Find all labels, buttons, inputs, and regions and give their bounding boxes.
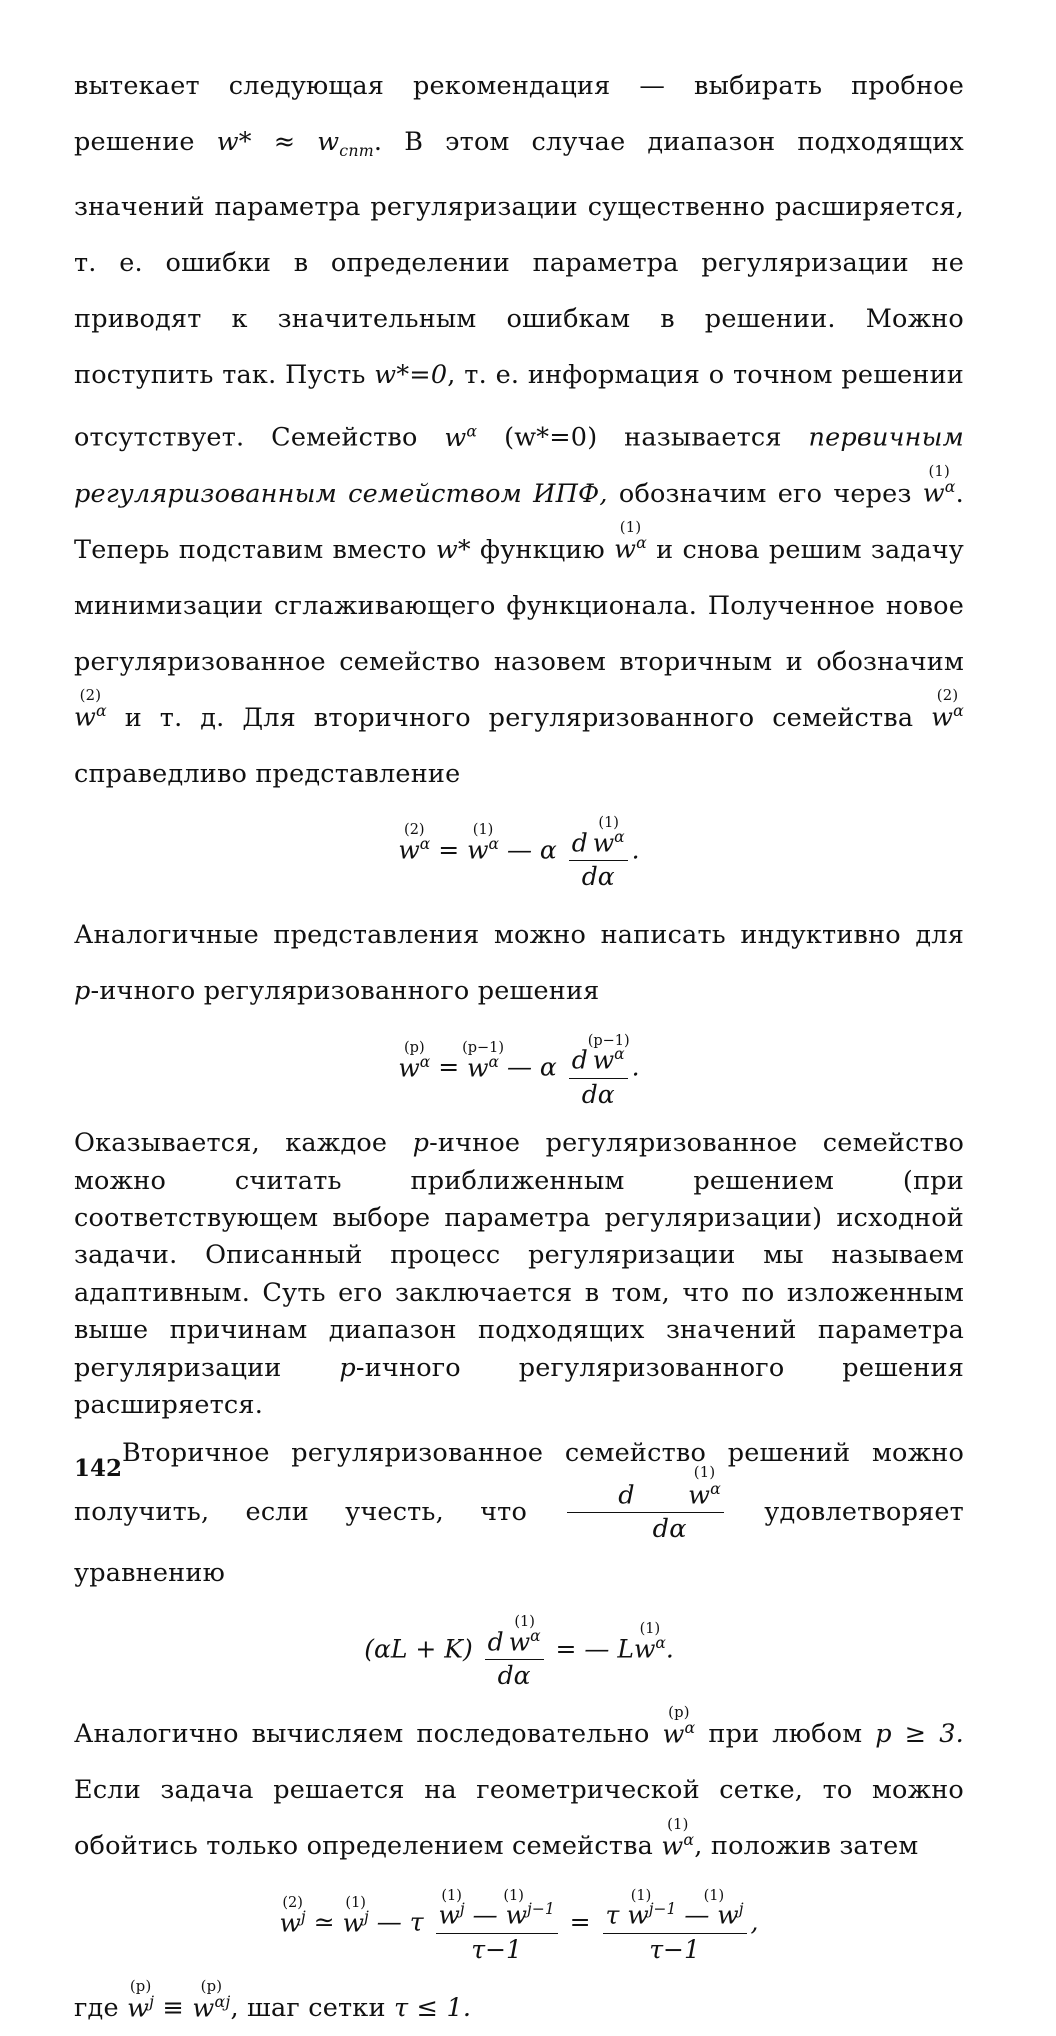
math-wp-alpha: (p) $w^\alpha$	[662, 1703, 696, 1750]
text: , т. е. информация о точном решении отсутствует. Семейство	[74, 360, 964, 453]
period: .	[631, 1052, 640, 1082]
text: Вторичное регуляризованное семейство решений можно получить, если учесть, что	[74, 1437, 964, 1527]
text: вытекает следующая рекомендация — выбирать пробное решение	[74, 71, 964, 157]
math-w2-j: (2) $w^j$	[279, 1894, 306, 1937]
formula-secondary-family	[74, 812, 964, 892]
math-p: p	[339, 1352, 356, 1383]
text: где	[74, 1993, 119, 2024]
math-p: p	[412, 1128, 430, 1159]
math-wp-alpha: (p) $w^\alpha$	[398, 1039, 431, 1082]
equals-minus-L: = — L	[555, 1634, 634, 1664]
minus-alpha: — α	[506, 1052, 557, 1082]
math-wp-alpha-j: (p) $w^{\alpha j}$	[192, 1977, 231, 2024]
text: и т. д. Для вторичного регуляризованного семейства	[124, 702, 914, 733]
paragraph-5	[74, 1703, 964, 1874]
math-w1-j: (1) $w^j$	[342, 1894, 369, 1937]
math-w1-alpha: (1) $w^\alpha$	[922, 463, 956, 509]
period: .	[665, 1634, 674, 1664]
equals-sign: =	[569, 1907, 591, 1937]
math-p: p	[74, 976, 91, 1007]
math-wp-j: (p) $w^j$	[127, 1977, 155, 2024]
paragraph-3	[74, 1125, 964, 1424]
math-w2-alpha: (2) $w^\alpha$	[931, 687, 964, 733]
math-w1-alpha: (1) $w^\alpha$	[661, 1815, 695, 1862]
text: (w*=0) называется	[504, 422, 782, 453]
text: -ичное регуляризованное семейство можно считать приближенным решением (при соответствующем выборе параметра регуляризации) исходной задачи. Описанный процесс регуляризации мы называем адаптивным. Суть его заключается в том, что по изложенным выше причинам диапазон подходящих значений параметра регуляризации	[74, 1128, 964, 1383]
equals-sign: =	[438, 1052, 460, 1082]
text: Аналогично вычисляем последовательно	[74, 1719, 650, 1750]
text: -ичного регуляризованного решения	[90, 976, 600, 1007]
paragraph-4	[74, 1425, 964, 1601]
text: Оказывается, каждое	[74, 1128, 388, 1159]
page-number: 142	[74, 1455, 123, 1482]
math-w2-alpha: (2) $w^\alpha$	[398, 821, 431, 865]
math-w-star: w*	[435, 534, 471, 565]
text: . В этом случае диапазон подходящих значений параметра регуляризации существенно расширяется, т. е. ошибки в определении параметра регуляризации не приводят к значительным ошибкам в решении. Можно поступить так. Пусть	[74, 127, 964, 391]
text: справедливо представление	[74, 758, 461, 789]
formula-p-family	[74, 1029, 964, 1109]
derivative-fraction: d (1) $w^\alpha$ dα	[569, 812, 628, 892]
paragraph-1	[74, 58, 964, 802]
text: Если задача решается на геометрической сетке, то можно обойтись только определением семейства	[74, 1775, 964, 1862]
math-w-zero: w*=0	[374, 360, 448, 391]
minus-tau: — τ	[376, 1907, 424, 1937]
math-w1-alpha: (1) $w^\alpha$	[467, 821, 499, 865]
text: удовлетворяет уравнению	[74, 1496, 964, 1588]
math-wpm1-alpha: (p−1) $w^\alpha$	[462, 1039, 505, 1082]
math-p-geq-3: p ≥ 3.	[875, 1719, 964, 1750]
math-w1-alpha: (1) $w^\alpha$	[614, 519, 647, 565]
text: , положив затем	[694, 1831, 919, 1862]
paragraph-2	[74, 907, 964, 1019]
math-w-alpha: $w^\alpha$	[444, 421, 478, 453]
operator-lhs: (αL + K)	[364, 1634, 473, 1664]
equals-sign: =	[438, 835, 460, 865]
text: . Теперь подставим вместо	[74, 478, 964, 565]
math-tau-leq-1: τ ≤ 1.	[393, 1993, 472, 2024]
minus-alpha: — α	[506, 835, 557, 865]
math-trial-solution: $w* \approx w_{спт}$	[216, 127, 374, 161]
text: при любом	[708, 1719, 863, 1750]
formula-grid-approximation	[74, 1884, 964, 1964]
derivative-fraction: d (p−1) $w^\alpha$ dα	[569, 1029, 628, 1109]
text: и снова решим задачу минимизации сглаживающего функционала. Полученное новое регуляризованное семейство назовем вторичным и обозначим	[74, 534, 965, 677]
text: -ичного регуляризованного решения расширяется.	[74, 1352, 964, 1421]
comma: ,	[750, 1907, 759, 1937]
period: .	[631, 835, 640, 865]
derivative-fraction: d (1) $w^\alpha$ dα	[567, 1481, 724, 1545]
difference-fraction: (1) $w^j$ (1) — $w^{j-1}$ τ−1	[436, 1884, 558, 1964]
derivative-fraction: d (1) $w^\alpha$ dα	[485, 1611, 544, 1691]
math-w1-alpha: (1) $w^\alpha$	[633, 1620, 666, 1664]
math-w2-alpha: (2) $w^\alpha$	[74, 687, 107, 733]
text: , шаг сетки	[230, 1993, 386, 2024]
text: Аналогичные представления можно написать индуктивно для	[74, 920, 964, 951]
formula-derivative-equation	[74, 1611, 964, 1691]
paragraph-6	[74, 1977, 964, 2036]
approx-sign: ≃	[313, 1907, 335, 1937]
equiv-sign: ≡	[162, 1993, 185, 2024]
term-primary-family: первичным регуляризованным семейством ИПФ,	[74, 422, 964, 509]
text: функцию	[480, 534, 605, 565]
text: обозначим его через	[618, 478, 912, 509]
difference-fraction: (1) τ $w^{j-1}$ (1) — $w^j$ τ−1	[603, 1884, 747, 1964]
